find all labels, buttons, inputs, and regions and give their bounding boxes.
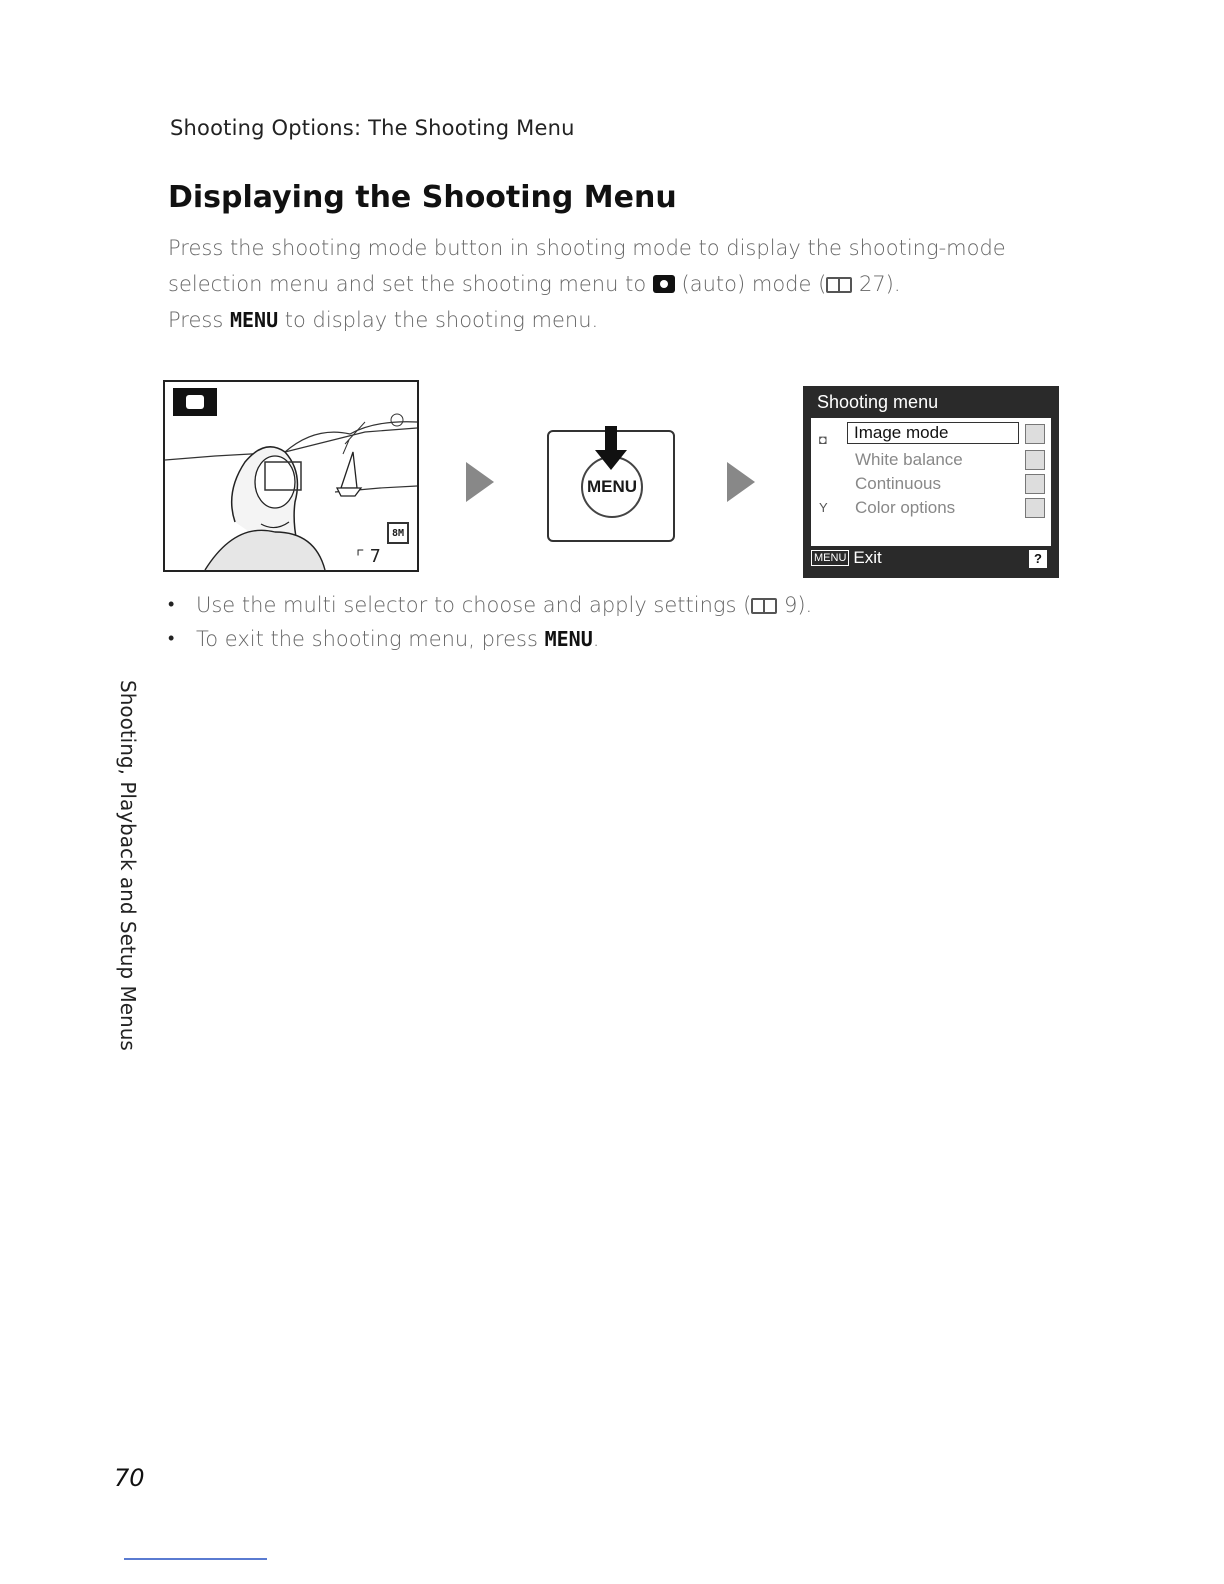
page-number: 70 [114, 1464, 145, 1492]
shooting-menu-title: Shooting menu [817, 392, 939, 412]
running-header: Shooting Options: The Shooting Menu [170, 116, 575, 140]
intro-text [168, 230, 1068, 338]
book-reference-icon [751, 598, 777, 614]
exposures-remaining [355, 546, 385, 567]
white-balance-setting-icon [1025, 450, 1045, 470]
press-down-arrow-icon [593, 426, 629, 470]
help-icon: ? [1029, 550, 1047, 568]
menu-item-color-options: Color options [855, 498, 956, 517]
intro-text-part: (auto) mode ( [674, 272, 827, 296]
setup-tab-icon: Y [819, 500, 828, 515]
bullet-text: To exit the shooting menu, press [196, 627, 545, 651]
intro-text-part: Press the shooting mode button in shooting mode to display the shooting-mode selection menu and set the shooting menu to [168, 236, 1006, 296]
memory-icon: ⌜ [355, 546, 370, 567]
menu-item-white-balance: White balance [855, 450, 963, 469]
continuous-setting-icon [1025, 474, 1045, 494]
section-side-tab: Shooting, Playback and Setup Menus [116, 680, 140, 1051]
bullet-text: 9). [777, 593, 813, 617]
bullet-text: Use the multi selector to choose and apply settings ( [196, 593, 752, 617]
exit-label: Exit [853, 548, 882, 567]
intro-paragraph-2 [168, 302, 1068, 338]
camera-auto-mode-icon [653, 275, 675, 293]
intro-text-part: 27). [852, 272, 901, 296]
image-mode-setting-icon [1025, 424, 1045, 444]
exposures-count: 7 [369, 546, 385, 567]
menu-item-image-mode: Image mode [847, 422, 1019, 444]
auto-mode-indicator-icon [173, 388, 217, 416]
menu-button: MENU [581, 456, 643, 518]
intro-text-part: to display the shooting menu. [278, 308, 599, 332]
menu-keyword: MENU [229, 308, 279, 332]
list-item [168, 588, 812, 622]
menu-key-tag: MENU [811, 550, 849, 566]
shooting-menu-illustration [803, 386, 1059, 578]
list-item [168, 622, 812, 656]
camera-tab-icon: ◘ [819, 432, 827, 447]
menu-button-illustration [547, 430, 675, 542]
intro-paragraph-1 [168, 230, 1068, 302]
shooting-screen-illustration [163, 380, 419, 572]
page-title: Displaying the Shooting Menu [168, 180, 677, 215]
image-resolution-badge: 8M [387, 522, 409, 544]
arrow-right-icon [466, 462, 494, 502]
color-options-setting-icon [1025, 498, 1045, 518]
bullet-text: . [592, 627, 600, 651]
book-reference-icon [826, 277, 852, 293]
shooting-menu-panel [811, 418, 1051, 546]
arrow-right-icon [727, 462, 755, 502]
menu-keyword: MENU [544, 627, 593, 651]
menu-item-continuous: Continuous [855, 474, 942, 493]
instruction-list [168, 588, 812, 656]
footer-rule [124, 1558, 267, 1560]
intro-text-part: Press [168, 308, 230, 332]
shooting-menu-footer [811, 548, 1051, 572]
